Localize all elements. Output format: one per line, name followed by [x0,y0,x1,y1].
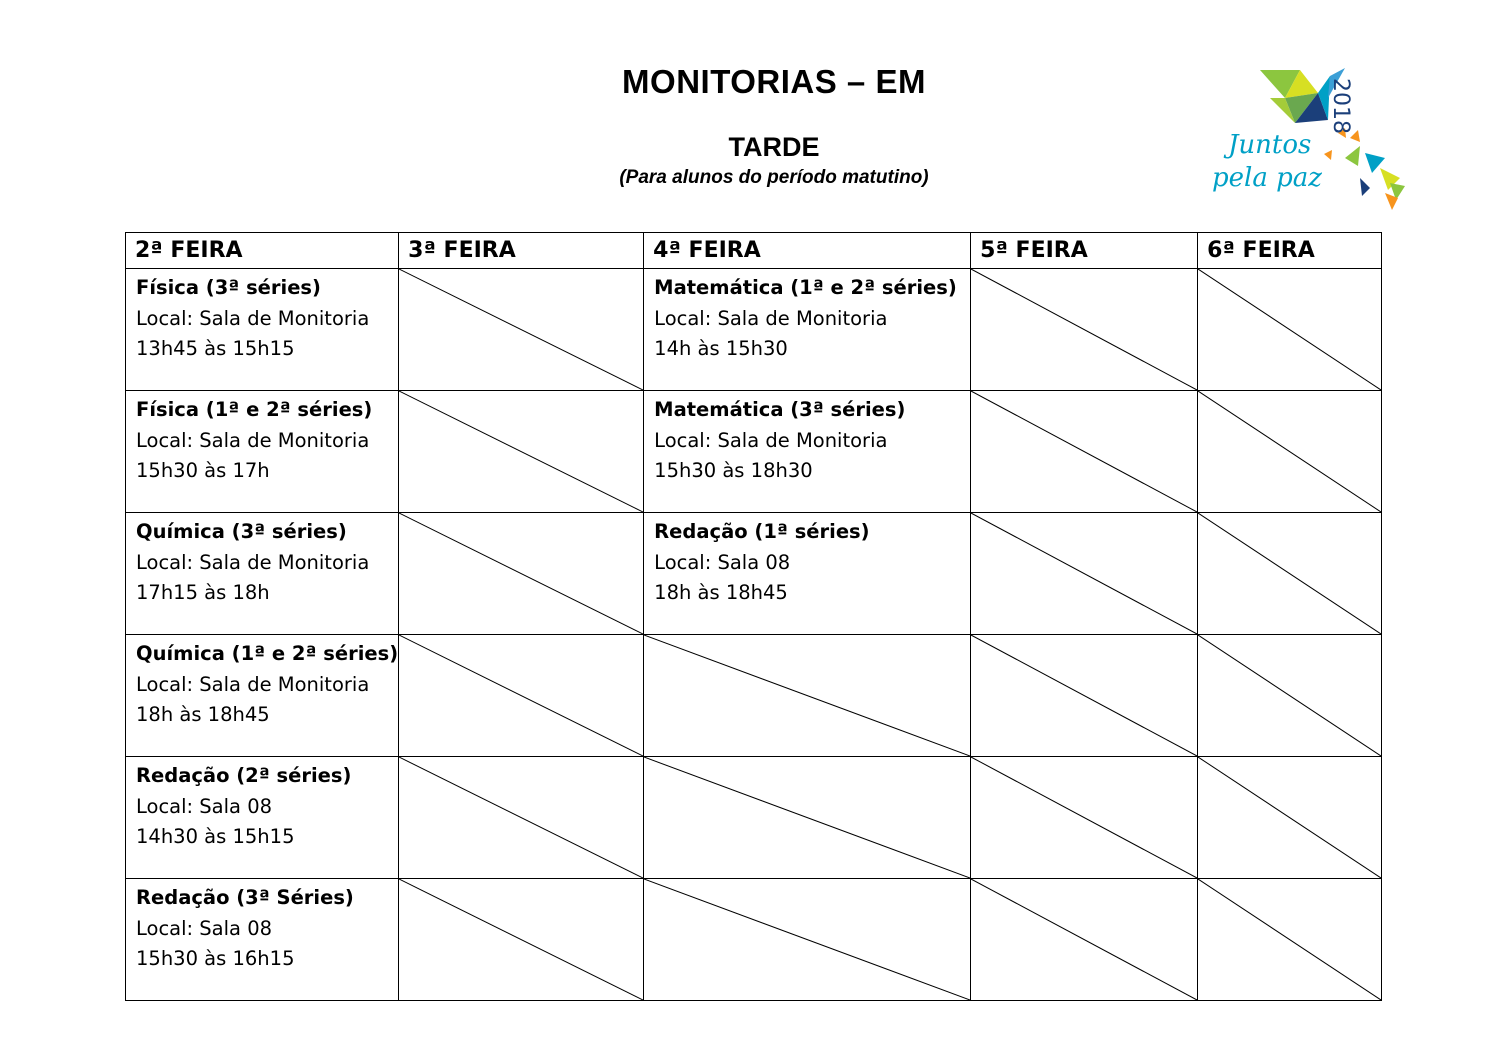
diagonal-strike [399,879,643,1000]
diagonal-strike [1198,635,1381,756]
empty-cell [971,269,1198,391]
diagonal-strike [1198,757,1381,878]
empty-cell [1198,635,1382,757]
diagonal-strike [1198,269,1381,390]
empty-cell [644,879,971,1001]
diagonal-strike [971,513,1197,634]
table-row [126,391,1382,513]
diagonal-strike [399,635,643,756]
empty-cell [1198,879,1382,1001]
diagonal-strike [399,269,643,390]
diagonal-strike [1198,513,1381,634]
time-label: 14h30 às 15h15 [136,825,295,848]
time-label: 18h às 18h45 [654,581,788,604]
diagonal-strike [644,635,970,756]
location-label: Local: Sala 08 [654,550,791,574]
empty-cell [399,757,644,879]
empty-cell [399,635,644,757]
subject-label: Física (1ª e 2ª séries) [136,398,373,421]
schedule-cell [126,635,399,757]
diagonal-strike [1198,879,1381,1000]
diagonal-strike [644,879,970,1000]
empty-cell [971,635,1198,757]
empty-cell [644,635,971,757]
logo-text-pela-paz: pela paz [1212,163,1322,193]
subject-label: Redação (2ª séries) [136,764,352,787]
empty-cell [644,757,971,879]
empty-cell [971,757,1198,879]
subject-label: Redação (3ª Séries) [136,886,354,909]
schedule-cell [126,879,399,1001]
location-label: Local: Sala 08 [136,916,273,940]
subject-label: Física (3ª séries) [136,276,321,299]
subject-label: Matemática (3ª séries) [654,398,906,421]
empty-cell [1198,757,1382,879]
time-label: 13h45 às 15h15 [136,337,295,360]
page-note: (Para alunos do período matutino) [619,167,929,188]
schedule-cell [126,757,399,879]
subject-label: Matemática (1ª e 2ª séries) [654,276,957,299]
location-label: Local: Sala de Monitoria [136,672,370,696]
empty-cell [971,879,1198,1001]
subject-label: Química (1ª e 2ª séries) [136,642,399,665]
column-header-wednesday: 4ª FEIRA [644,233,971,269]
location-label: Local: Sala de Monitoria [654,428,888,452]
schedule-cell [126,269,399,391]
location-label: Local: Sala 08 [136,794,273,818]
table-row [126,269,1382,391]
table-row [126,635,1382,757]
empty-cell [399,513,644,635]
diagonal-strike [644,757,970,878]
schedule-cell [644,269,971,391]
time-label: 17h15 às 18h [136,581,270,604]
empty-cell [399,269,644,391]
time-label: 14h às 15h30 [654,337,788,360]
diagonal-strike [399,391,643,512]
schedule-cell [644,391,971,513]
logo-year-text: 2018 [1328,78,1353,134]
time-label: 18h às 18h45 [136,703,270,726]
subject-label: Redação (1ª séries) [654,520,870,543]
diagonal-strike [971,635,1197,756]
empty-cell [399,391,644,513]
schedule-table [125,232,1382,1001]
subject-label: Química (3ª séries) [136,520,347,543]
logo-text-juntos: Juntos [1228,130,1312,160]
location-label: Local: Sala de Monitoria [136,306,370,330]
page-subtitle: TARDE [728,132,820,162]
empty-cell [971,513,1198,635]
table-row [126,757,1382,879]
schedule-cell [126,513,399,635]
empty-cell [1198,391,1382,513]
juntos-pela-paz-logo [1200,58,1410,218]
column-header-thursday: 5ª FEIRA [971,233,1198,269]
empty-cell [1198,269,1382,391]
column-header-monday: 2ª FEIRA [126,233,399,269]
diagonal-strike [399,513,643,634]
location-label: Local: Sala de Monitoria [136,428,370,452]
diagonal-strike [399,757,643,878]
location-label: Local: Sala de Monitoria [136,550,370,574]
time-label: 15h30 às 18h30 [654,459,813,482]
empty-cell [1198,513,1382,635]
page-title: MONITORIAS – EM [622,63,926,100]
diagonal-strike [971,879,1197,1000]
time-label: 15h30 às 16h15 [136,947,295,970]
diagonal-strike [971,269,1197,390]
empty-cell [971,391,1198,513]
diagonal-strike [971,757,1197,878]
time-label: 15h30 às 17h [136,459,270,482]
table-row [126,513,1382,635]
table-row [126,879,1382,1001]
column-header-tuesday: 3ª FEIRA [399,233,644,269]
schedule-cell [644,513,971,635]
diagonal-strike [971,391,1197,512]
location-label: Local: Sala de Monitoria [654,306,888,330]
diagonal-strike [1198,391,1381,512]
schedule-cell [126,391,399,513]
empty-cell [399,879,644,1001]
column-header-friday: 6ª FEIRA [1198,233,1382,269]
header-row [126,233,1382,269]
